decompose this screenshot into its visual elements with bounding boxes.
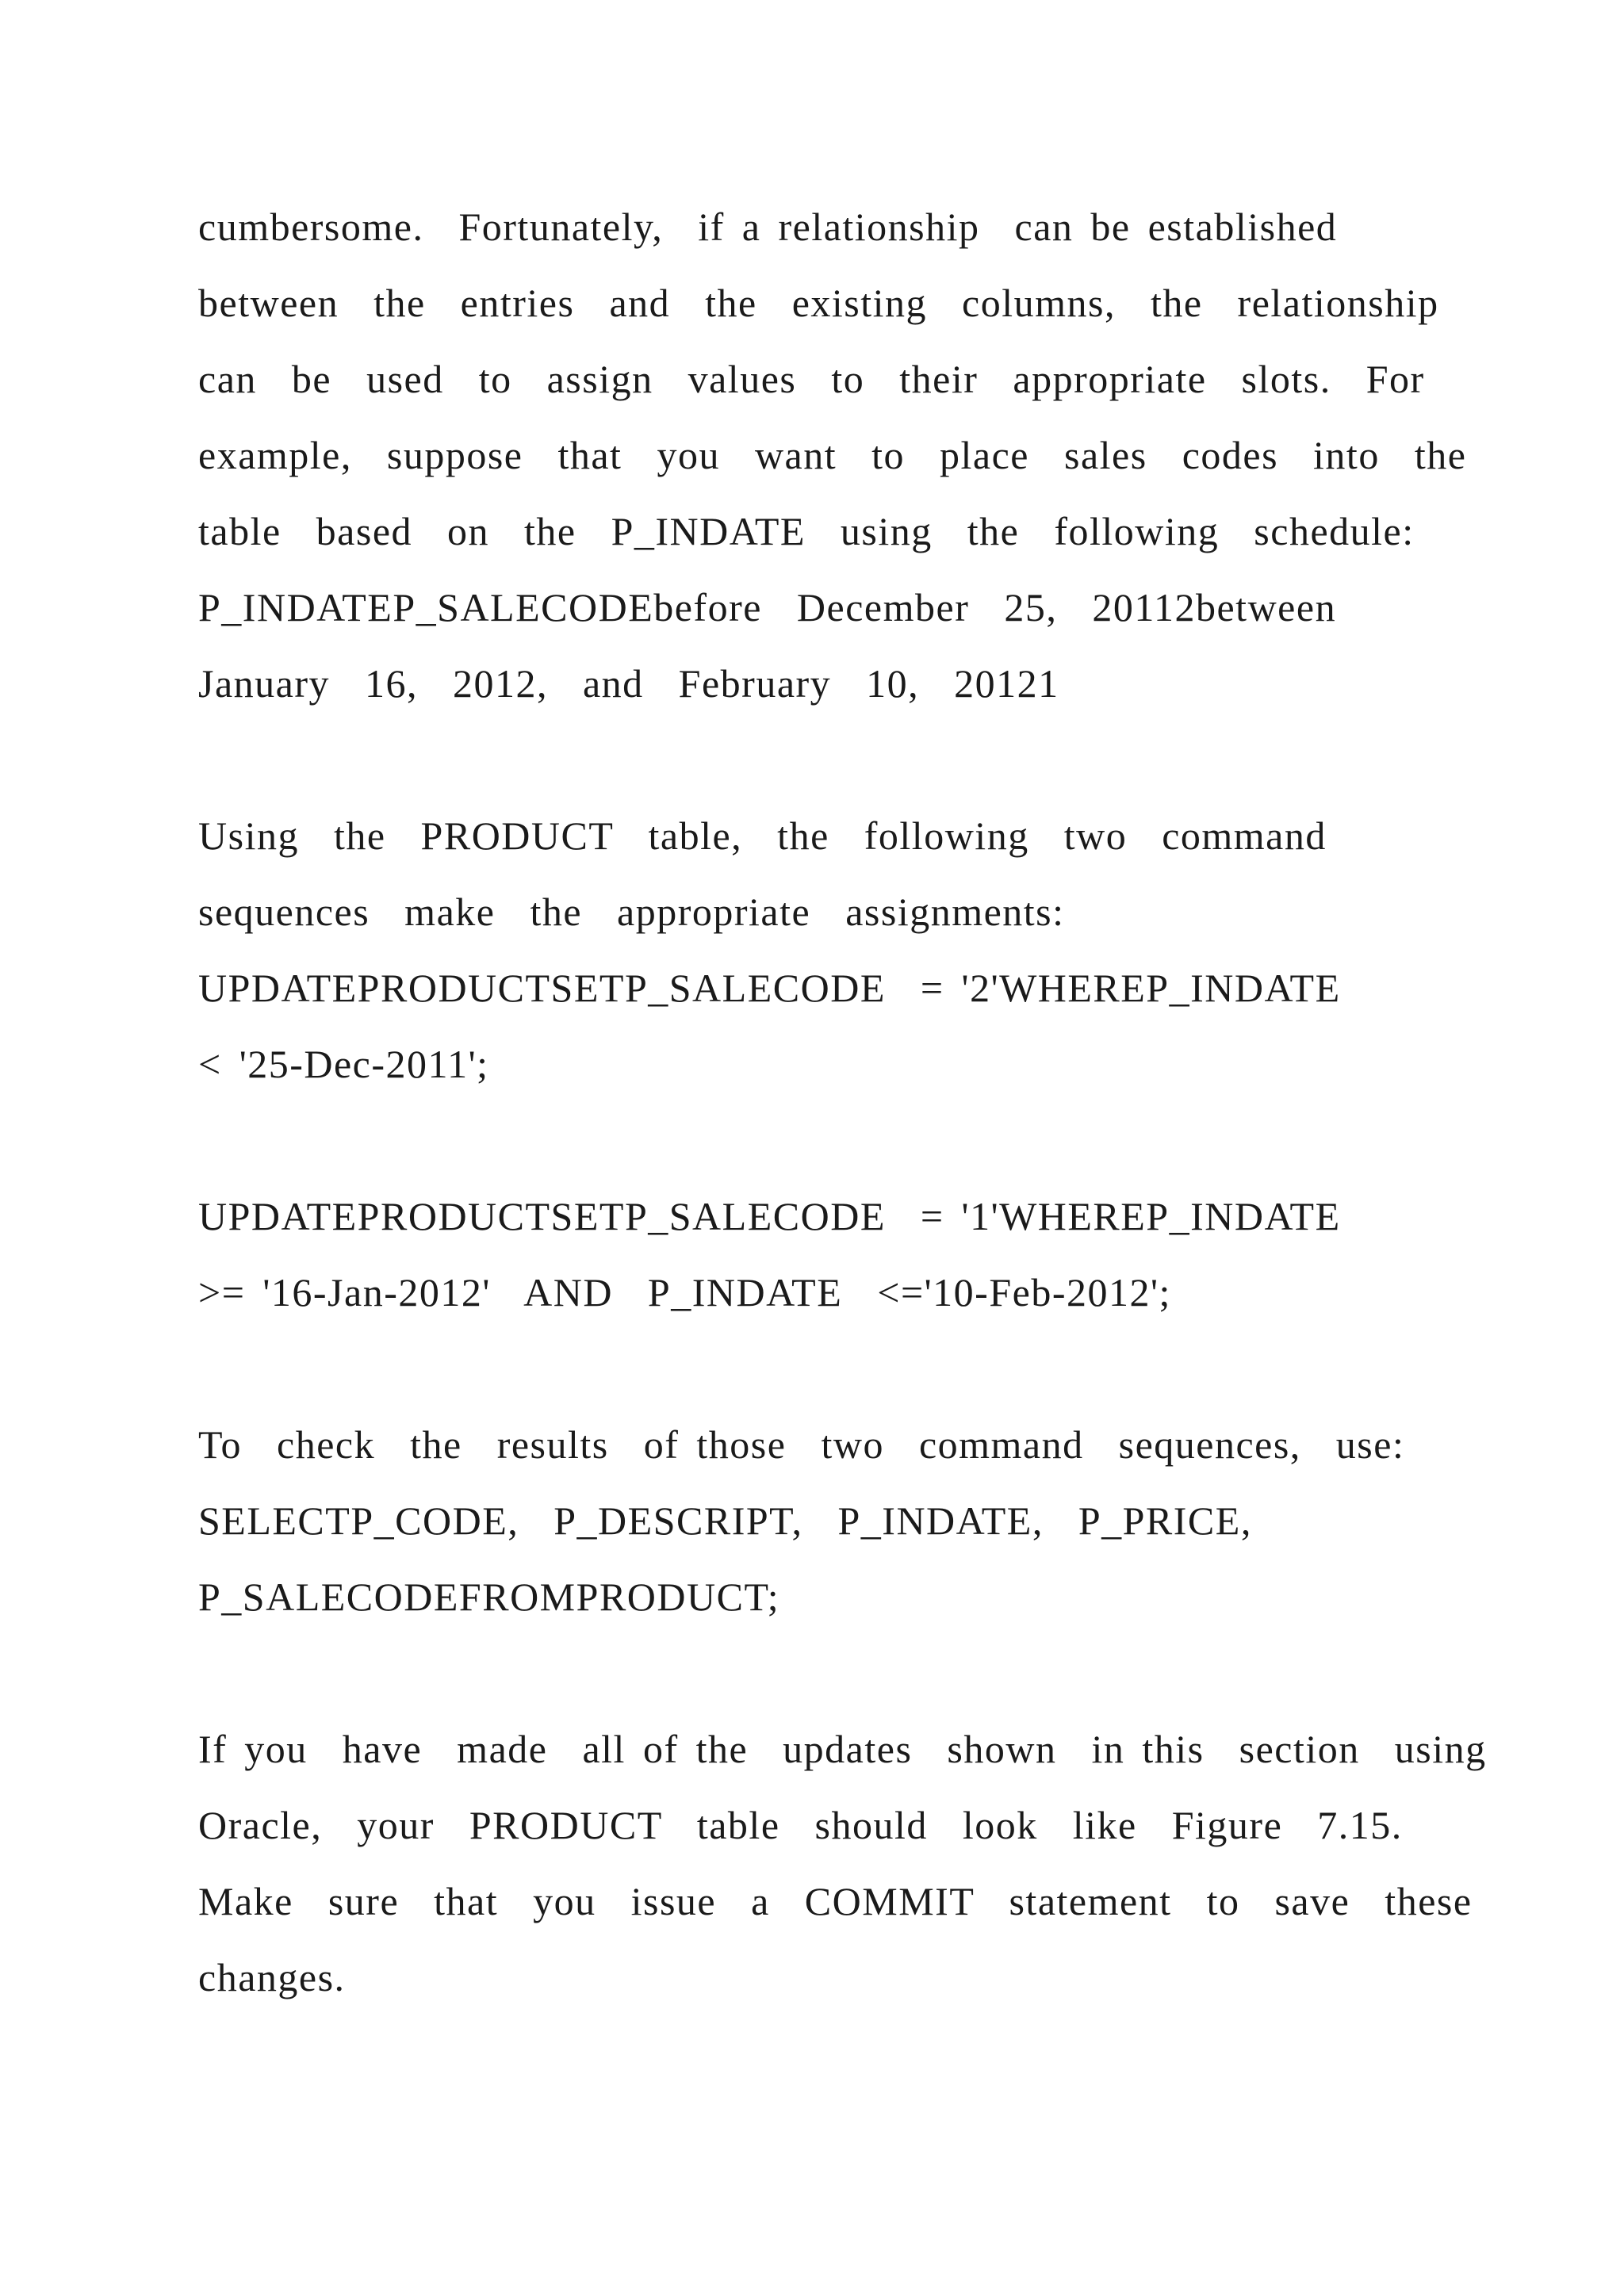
text-line: table based on the P_INDATE using the following schedule: (198, 509, 1415, 553)
code-line: < '25-Dec-2011'; (198, 1042, 489, 1086)
text-line: changes. (198, 1955, 346, 1999)
text-line: between the entries and the existing columns, the relationship (198, 281, 1439, 325)
paragraph-4 (198, 1406, 1483, 1635)
code-line: >= '16-Jan-2012' AND P_INDATE <='10-Feb-2012'; (198, 1270, 1171, 1314)
text-line: January 16, 2012, and February 10, 20121 (198, 661, 1059, 706)
text-line: Make sure that you issue a COMMIT statement to save these (198, 1879, 1473, 1923)
code-line: UPDATEPRODUCTSETP_SALECODE = '1'WHEREP_INDATE (198, 1194, 1341, 1238)
paragraph-gap (198, 1330, 1483, 1406)
text-line: P_INDATEP_SALECODEbefore December 25, 20112between (198, 585, 1337, 629)
code-line: P_SALECODEFROMPRODUCT; (198, 1575, 780, 1619)
paragraph-1 (198, 189, 1483, 721)
text-line: If you have made all of the updates shown in this section using (198, 1727, 1487, 1771)
paragraph-gap (198, 721, 1483, 798)
code-line: SELECTP_CODE, P_DESCRIPT, P_INDATE, P_PRICE, (198, 1498, 1252, 1543)
text-line: sequences make the appropriate assignments: (198, 890, 1065, 934)
code-line: UPDATEPRODUCTSETP_SALECODE = '2'WHEREP_INDATE (198, 966, 1341, 1010)
text-line: cumbersome. Fortunately, if a relationship can be established (198, 205, 1338, 249)
text-line: To check the results of those two command sequences, use: (198, 1422, 1405, 1467)
text-line: can be used to assign values to their appropriate slots. For (198, 357, 1425, 401)
text-line: example, suppose that you want to place sales codes into the (198, 433, 1467, 477)
paragraph-3 (198, 1178, 1483, 1330)
text-line: Using the PRODUCT table, the following two command (198, 813, 1327, 858)
text-line: Oracle, your PRODUCT table should look like Figure 7.15. (198, 1803, 1403, 1847)
paragraph-gap (198, 1102, 1483, 1178)
body-text (198, 189, 1487, 2015)
paragraph-5 (198, 1711, 1487, 2015)
paragraph-2 (198, 798, 1483, 1102)
paragraph-gap (198, 1635, 1483, 1711)
